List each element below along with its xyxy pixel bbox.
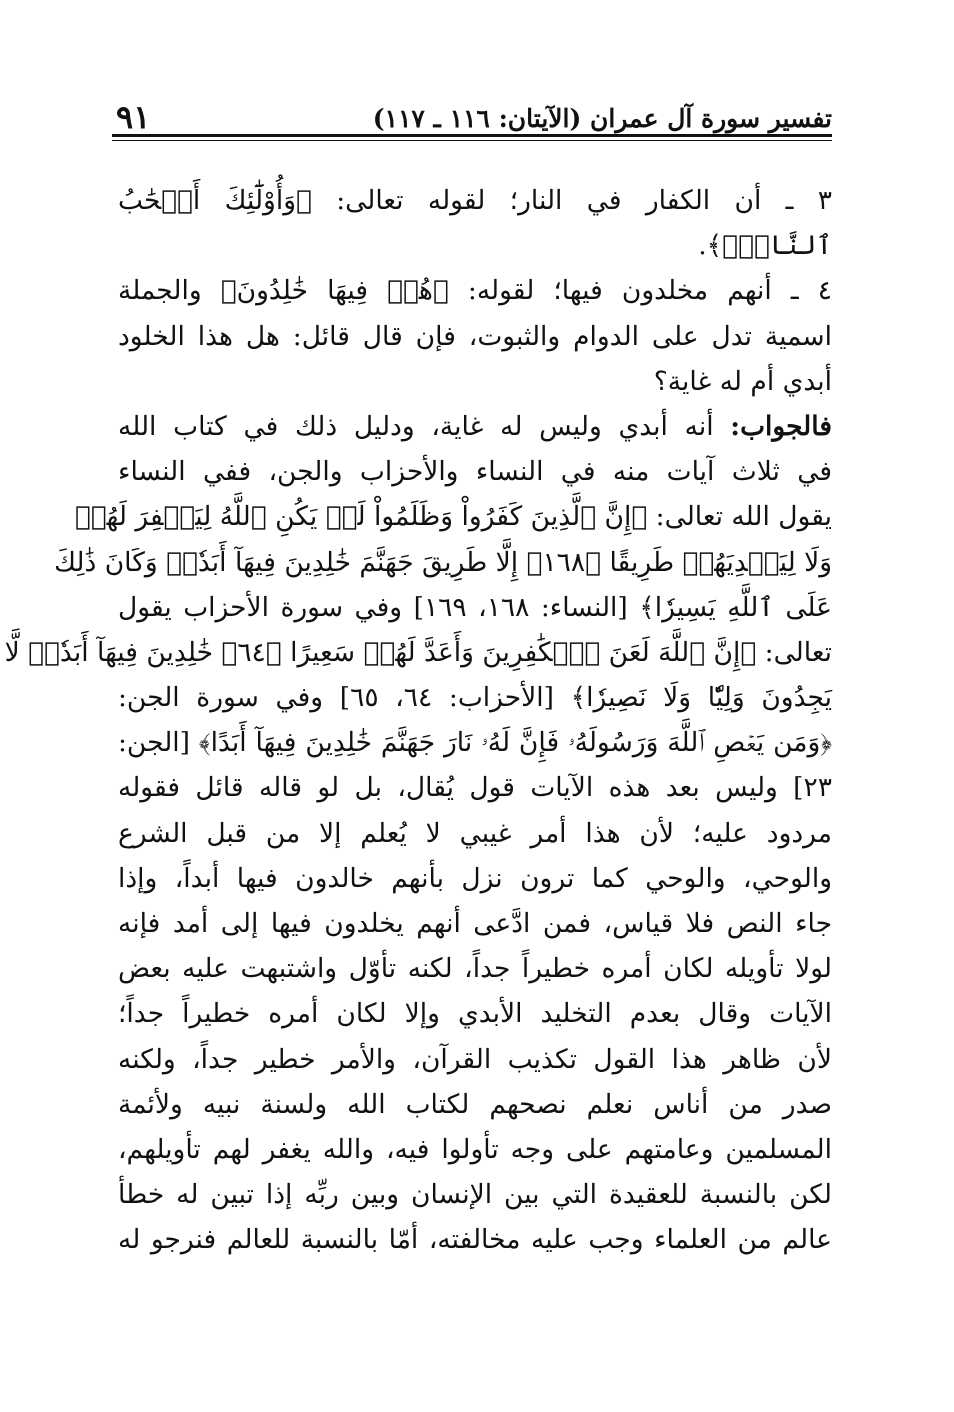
text-line (118, 1172, 832, 1217)
text-line (118, 901, 832, 946)
line-text: أبدي أم له غاية؟ (653, 365, 832, 397)
page-number: ٩١ (116, 98, 151, 136)
text-line (118, 585, 832, 630)
line-text: وَلَا لِيَهۡدِيَهُمۡ طَرِيقًا ﴿١٦٨﴾ إِلَّا طَرِيقَ جَهَنَّمَ خَٰلِدِينَ فِيهَآ أَبَدٗاۚ وَكَانَ ذَٰلِكَ (54, 546, 832, 578)
line-text: ﴿وَمَن يَعۡصِ ٱللَّهَ وَرَسُولَهُۥ فَإِنَّ لَهُۥ نَارَ جَهَنَّمَ خَٰلِدِينَ فِيهَآ أَبَدًا﴾ [الجن: (118, 727, 832, 759)
body-text (4, 178, 832, 1263)
line-text: والوحي، والوحي كما ترون نزل بأنهم خالدون فيها أبداً، وإذا (118, 862, 832, 894)
line-text: المسلمين وعامتهم على وجه تأولوا فيه، والله يغفر لهم تأويلهم، (118, 1133, 832, 1165)
text-line (118, 946, 832, 991)
page-header (112, 92, 832, 144)
text-line (118, 675, 832, 720)
line-text: يقول الله تعالى: ﴿إِنَّ ٱلَّذِينَ كَفَرُواْ وَظَلَمُواْ لَمۡ يَكُنِ ٱللَّهُ لِيَغۡفِرَ لَهُمۡ (74, 501, 832, 533)
text-line (118, 1127, 832, 1172)
running-title: تفسير سورة آل عمران (الآيتان: ١١٦ ـ ١١٧) (372, 104, 832, 133)
text-line (4, 630, 832, 675)
line-text: اسمية تدل على الدوام والثبوت، فإن قال قائل: هل هذا الخلود (118, 320, 832, 352)
line-text: الآيات وقال بعدم التخليد الأبدي وإلا لكان أمره خطيراً جداً؛ (118, 998, 832, 1030)
line-text: تعالى: ﴿إِنَّ ٱللَّهَ لَعَنَ ٱلۡكَٰفِرِينَ وَأَعَدَّ لَهُمۡ سَعِيرًا ﴿٦٤﴾ خَٰلِدِينَ فِيهَآ أَبَدٗاۖ لَّا (4, 636, 832, 668)
text-line (118, 1082, 832, 1127)
text-line (118, 991, 832, 1036)
text-line (118, 314, 832, 359)
line-text: ٣ ـ أن الكفار في النار؛ لقوله تعالى: ﴿وَأُوْلَٰٓئِكَ أَصۡحَٰبُ (118, 185, 832, 216)
text-line (118, 404, 832, 449)
line-text: لكن بالنسبة للعقيدة التي بين الإنسان وبين ربِّه إذا تبين له خطأ (118, 1179, 832, 1211)
line-text: لأن ظاهر هذا القول تكذيب القرآن، والأمر خطير جداً، ولكنه (118, 1043, 832, 1075)
line-text: صدر من أناس نعلم نصحهم لكتاب الله ولسنة نبيه ولأئمة (118, 1088, 832, 1120)
text-line (118, 223, 832, 268)
text-line (118, 720, 832, 765)
text-line (118, 856, 832, 901)
line-text: عالم من العلماء وجب عليه مخالفته، أمّا بالنسبة للعالم فنرجو له (118, 1224, 832, 1256)
text-line (118, 765, 832, 810)
line-text: عَلَى ٱللَّهِ يَسِيرٗا﴾ [النساء: ١٦٨، ١٦٩] وفي سورة الأحزاب يقول (118, 591, 832, 623)
header-rule-thin (112, 140, 832, 141)
text-line (118, 811, 832, 856)
line-text: ٢٣] وليس بعد هذه الآيات قول يُقال، بل لو قاله قائل فقوله (118, 772, 832, 804)
text-line (118, 1217, 832, 1262)
line-text: ٤ ـ أنهم مخلدون فيها؛ لقوله: ﴿هُمۡ فِيهَا خَٰلِدُونَ﴾ والجملة (118, 275, 832, 307)
text-line (74, 494, 832, 539)
line-text: ٱلنَّارِۖ﴾. (698, 230, 832, 262)
line-text: جاء النص فلا قياس، فمن ادَّعى أنهم يخلدون فيها إلى أمد فإنه (118, 908, 832, 939)
line-text: يَجِدُونَ وَلِيّٗا وَلَا نَصِيرٗا﴾ [الأحزاب: ٦٤، ٦٥] وفي سورة الجن: (118, 682, 832, 714)
text-line (118, 1037, 832, 1082)
line-text: في ثلاث آيات منه في النساء والأحزاب والجن، ففي النساء (118, 456, 832, 488)
text-line (118, 449, 832, 494)
line-text: لولا تأويله لكان أمره خطيراً جداً، لكنه تأوّل واشتبهت عليه بعض (118, 953, 832, 985)
line-text: مردود عليه؛ لأن هذا أمر غيبي لا يُعلم إلا من قبل الشرع (118, 817, 832, 849)
header-rule-thick (112, 134, 832, 137)
text-line (118, 359, 832, 404)
text-line (118, 268, 832, 313)
text-line (54, 540, 832, 585)
answer-lead: فالجواب: (730, 410, 832, 442)
line-text: أنه أبدي وليس له غاية، ودليل ذلك في كتاب الله (118, 410, 731, 442)
text-line (118, 178, 832, 223)
